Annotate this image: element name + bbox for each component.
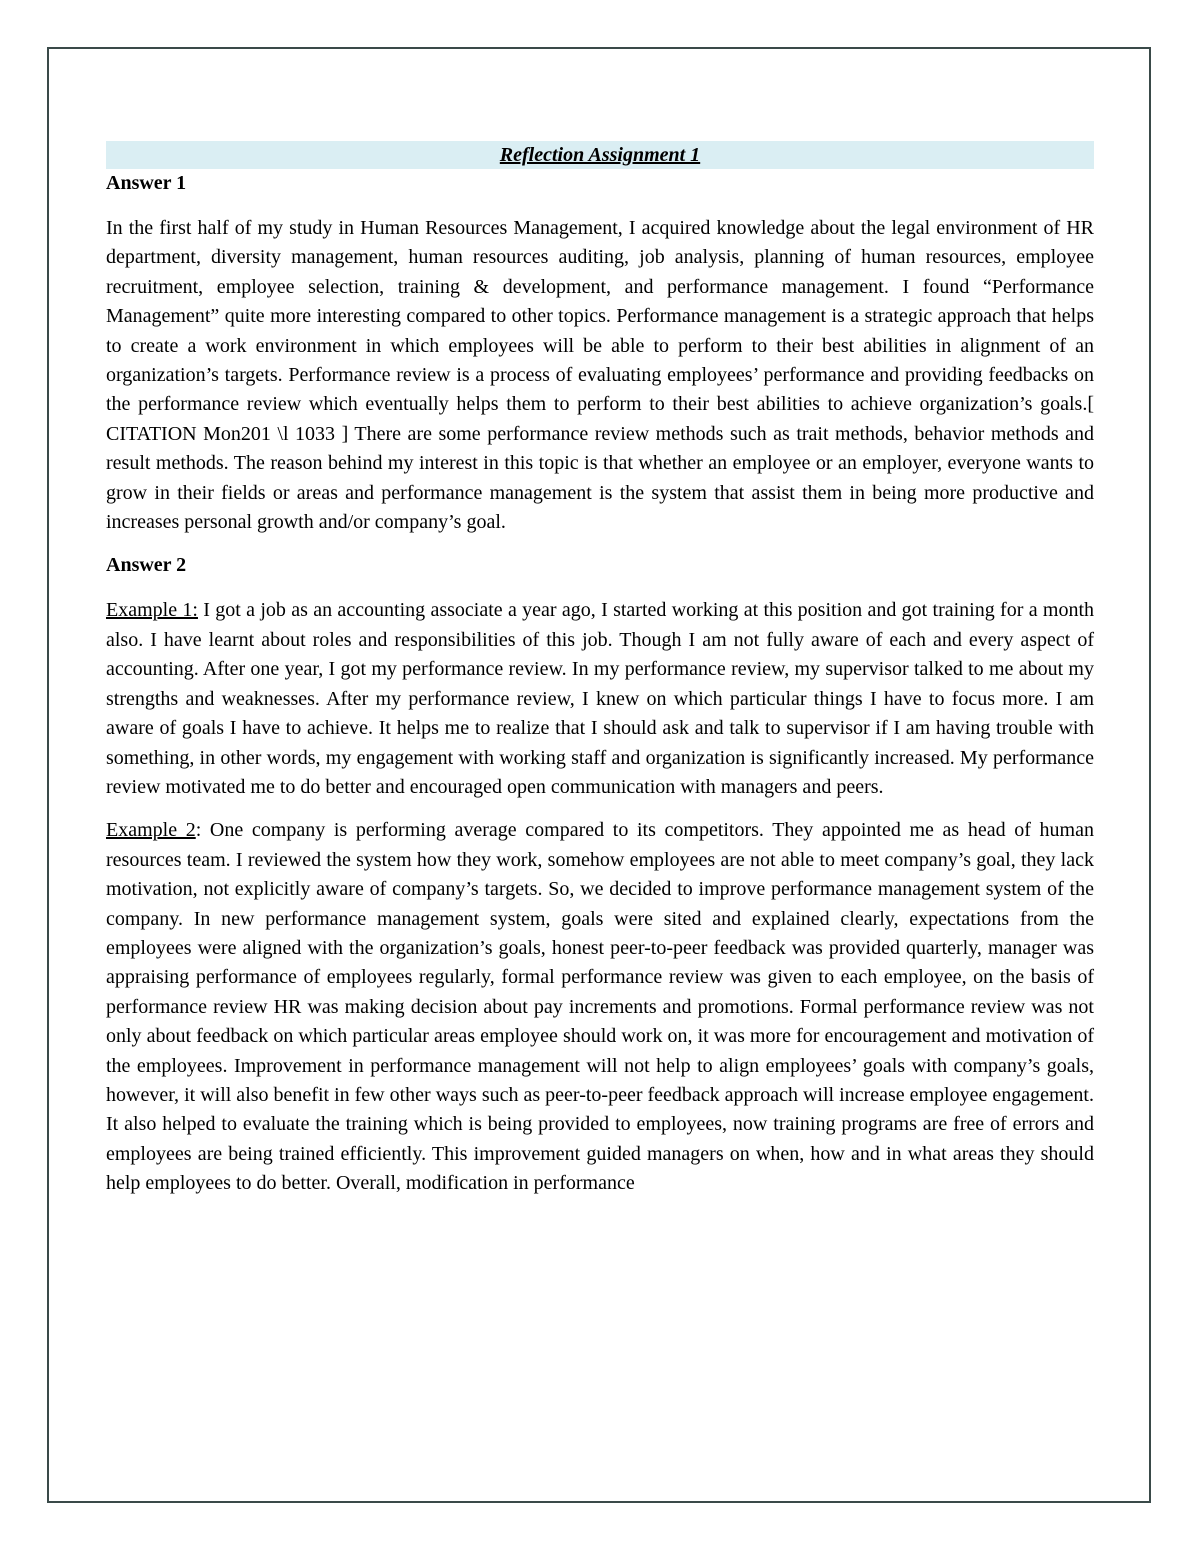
document-body <box>106 141 1094 1199</box>
example-2-paragraph <box>106 816 1094 1198</box>
answer-1-heading: Answer 1 <box>106 172 187 194</box>
answer-2-heading: Answer 2 <box>106 554 187 577</box>
document-title: Reflection Assignment 1 <box>106 141 1094 169</box>
example-2-label: Example 2 <box>106 819 196 842</box>
example-2-text: : One company is performing average compared to its competitors. They appointed me as head of human resources team. I reviewed the system how they work, somehow employees are not able to meet company’s goal, they lack motivation, not explicitly aware of company’s targets. So, we decided to improve performance management system of the company. In new performance management system, goals were sited and explained clearly, expectations from the employees were aligned with the organization’s goals, honest peer-to-peer feedback was provided quarterly, manager was appraising performance of employees regularly, formal performance review was given to each employee, on the basis of performance review HR was making decision about pay increments and promotions. Formal performance review was not only about feedback on which particular areas employee should work on, it was more for encouragement and motivation of the employees. Improvement in performance management will not help to align employees’ goals with company’s goals, however, it will also benefit in few other ways such as peer-to-peer feedback approach will increase employee engagement. It also helped to evaluate the training which is being provided to employees, now training programs are free of errors and employees are being trained efficiently. This improvement guided managers on when, how and in what areas they should help employees to do better. Overall, modification in performance <box>106 819 1094 1195</box>
example-1-label: Example 1: <box>106 599 198 622</box>
answer-1-paragraph: In the first half of my study in Human Resources Management, I acquired knowledge about the legal environment of HR department, diversity management, human resources auditing, job analysis, planning of human resources, employee recruitment, employee selection, training & development, and performance management. I found “Performance Management” quite more interesting compared to other topics. Performance management is a strategic approach that helps to create a work environment in which employees will be able to perform to their best abilities in alignment of an organization’s targets. Performance review is a process of evaluating employees’ performance and providing feedbacks on the performance review which eventually helps them to perform to their best abilities to achieve organization’s goals.[ CITATION Mon201 \l 1033 ] There are some performance review methods such as trait methods, behavior methods and result methods. The reason behind my interest in this topic is that whether an employee or an employer, everyone wants to grow in their fields or areas and performance management is the system that assist them in being more productive and increases personal growth and/or company’s goal. <box>106 217 1094 534</box>
example-1-text: I got a job as an accounting associate a year ago, I started working at this position and got training for a month also. I have learnt about roles and responsibilities of this job. Though I am not fully aware of each and every aspect of accounting. After one year, I got my performance review. In my performance review, my supervisor talked to me about my strengths and weaknesses. After my performance review, I knew on which particular things I have to focus more. I am aware of goals I have to achieve. It helps me to realize that I should ask and talk to supervisor if I am having trouble with something, in other words, my engagement with working staff and organization is significantly increased. My performance review motivated me to do better and encouraged open communication with managers and peers. <box>106 599 1095 798</box>
example-1-paragraph <box>106 596 1094 802</box>
